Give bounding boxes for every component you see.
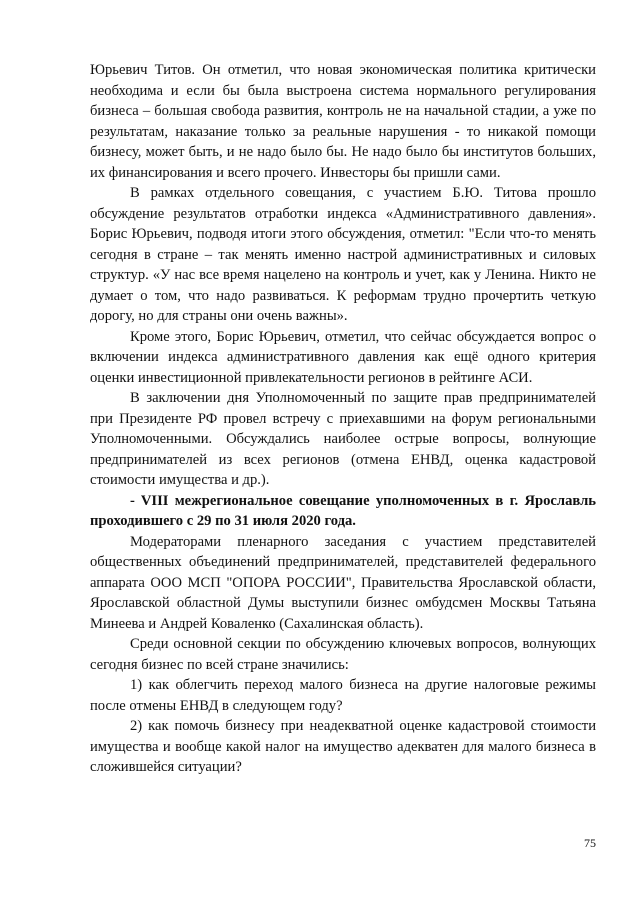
section-heading-yaroslavl: - VIII межрегиональное совещание уполномоченных в г. Ярославль проходившего с 29 по 31 июля 2020 года. bbox=[90, 492, 596, 529]
page-number: 75 bbox=[584, 836, 596, 850]
paragraph-moderators: Модераторами пленарного заседания с участием представителей общественных объединений предпринимателей, представителей федерального аппарата ООО МСП "ОПОРА РОССИИ", Правительства Ярославской области, Ярославской областной Думы выступили бизнес омбудсмен Москвы Татьяна Минеева и Андрей Коваленко (Сахалинская область). bbox=[90, 533, 596, 632]
paragraph-continuation: Юрьевич Титов. Он отметил, что новая экономическая политика критически необходима и если бы была выстроена система нормального регулирования бизнеса – большая свобода развития, контроль не на начальной стадии, а уже по результатам, наказание только за реальные нарушения - то никакой помощи бизнесу, может быть, и не надо было бы. Не надо было бы институтов больших, их финансирования и всего прочего. Инвесторы бы пришли сами. bbox=[90, 62, 596, 181]
list-item-question-1: 1) как облегчить переход малого бизнеса на другие налоговые режимы после отмены ЕНВД в следующем году? bbox=[90, 677, 596, 714]
paragraph-asi-rating: Кроме этого, Борис Юрьевич, отметил, что сейчас обсуждается вопрос о включении индекса административного давления как ещё одного критерия оценки инвестиционной привлекательности регионов в рейтинге АСИ. bbox=[90, 328, 596, 386]
paragraph-ombudsman-meeting: В заключении дня Уполномоченный по защите прав предпринимателей при Президенте РФ провел встречу с приехавшими на форум региональными Уполномоченными. Обсуждались наиболее острые вопросы, волнующие предпринимателей из всех регионов (отмена ЕНВД, оценка кадастровой стоимости имущества и др.). bbox=[90, 390, 596, 488]
paragraph-key-questions: Среди основной секции по обсуждению ключевых вопросов, волнующих сегодня бизнес по всей стране значились: bbox=[90, 636, 596, 673]
list-item-question-2: 2) как помочь бизнесу при неадекватной оценке кадастровой стоимости имущества и вообще какой налог на имущество адекватен для малого бизнеса в сложившейся ситуации? bbox=[90, 718, 596, 775]
paragraph-meeting-admin-pressure: В рамках отдельного совещания, с участием Б.Ю. Титова прошло обсуждение результатов отработки индекса «Административного давления». Борис Юрьевич, подводя итоги этого обсуждения, отметил: "Если что-то менять сегодня в стране – так менять именно настрой административных и силовых структур. «У нас все время нацелено на контроль и учет, как у Ленина. Никто не думает о том, что надо развиваться. К реформам трудно прочертить четкую дорогу, но для страны они очень важны». bbox=[90, 185, 596, 324]
document-body bbox=[90, 60, 596, 778]
